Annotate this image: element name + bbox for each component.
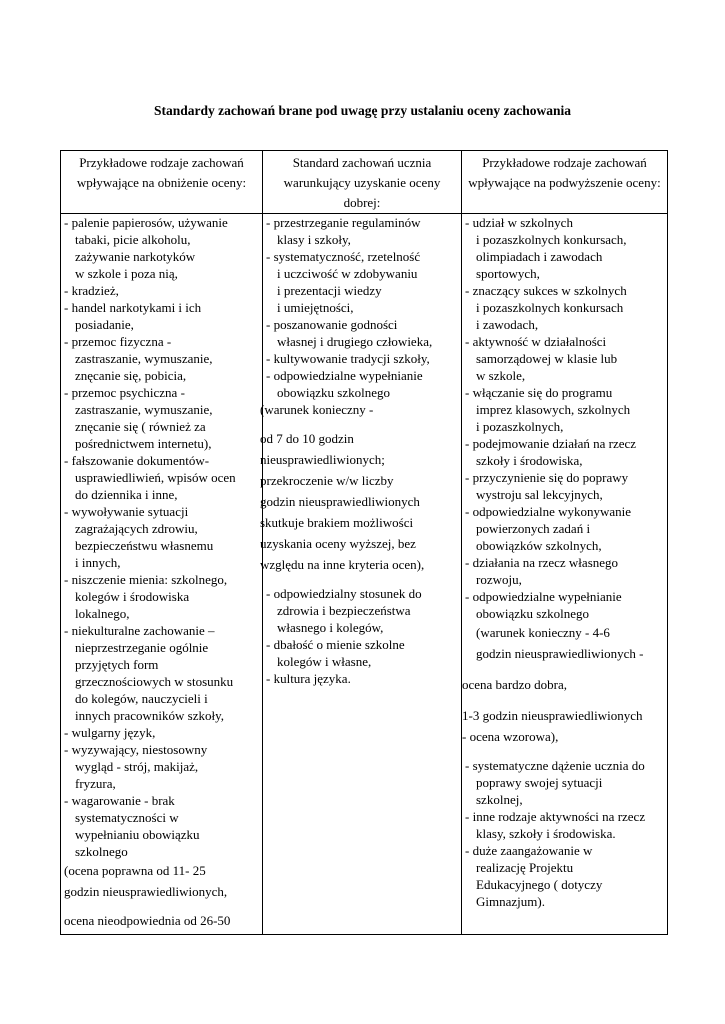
list-item-line: i prezentacji wiedzy <box>277 283 382 298</box>
list-item-line: - działania na rzecz własnego <box>465 555 619 570</box>
para-line: godzin nieusprawiedliwionych <box>260 494 420 509</box>
table-body-row <box>61 214 668 935</box>
list-item-line: posiadanie, <box>75 317 134 332</box>
list-item <box>465 384 665 435</box>
list-item-line: klasy, szkoły i środowiska. <box>476 826 616 841</box>
list-item-line: - przemoc fizyczna - <box>64 334 172 349</box>
list-item-line: fryzura, <box>75 776 116 791</box>
list-item-line: bezpieczeństwu własnemu <box>75 538 214 553</box>
list-item <box>266 248 459 316</box>
list-item-line: realizację Projektu <box>476 860 574 875</box>
list-item-line: znęcanie się ( również za <box>75 419 206 434</box>
list-item <box>266 316 459 350</box>
grade-exemplary-hours: 1-3 godzin nieusprawiedliwionych <box>462 708 643 723</box>
list-item-line: w szkole, <box>476 368 526 383</box>
list-item-line: - wulgarny język, <box>64 725 156 740</box>
list-item-line: znęcanie się, pobicia, <box>75 368 187 383</box>
list-item-line: systematyczności w <box>75 810 179 825</box>
para-line: przekroczenie w/w liczby <box>260 473 394 488</box>
list-item <box>465 469 665 503</box>
list-item-line: powierzonych zadań i <box>476 521 591 536</box>
table-header-row <box>61 151 668 214</box>
list-item-line: do kolegów, nauczycieli i <box>75 691 208 706</box>
list-item-line: szkoły i środowiska, <box>476 453 583 468</box>
note-line: (ocena poprawna od 11- 25 <box>64 863 206 878</box>
list-item <box>465 588 665 622</box>
list-item <box>465 282 665 333</box>
list-item <box>64 384 260 452</box>
cell-raising <box>462 214 668 935</box>
list-item <box>465 333 665 384</box>
list-item-line: wygląd - strój, makijaż, <box>75 759 199 774</box>
list-item-line: - systematyczność, rzetelność <box>266 249 421 264</box>
list-item-line: - odpowiedzialne wypełnianie <box>266 368 423 383</box>
list-item-line: tabaki, picie alkoholu, <box>75 232 191 247</box>
list-item-line: - poszanowanie godności <box>266 317 398 332</box>
list-item-line: i uczciwość w zdobywaniu <box>277 266 418 281</box>
condition-label: (warunek konieczny - 4-6 <box>476 625 610 640</box>
lowering-list <box>64 214 260 860</box>
list-item-line: - niekulturalne zachowanie – <box>64 623 215 638</box>
list-item-line: i zawodach, <box>476 317 539 332</box>
list-item-line: - systematyczne dążenie ucznia do <box>465 758 645 773</box>
list-item <box>64 622 260 724</box>
list-item-line: klasy i szkoły, <box>277 232 351 247</box>
list-item-line: sportowych, <box>476 266 540 281</box>
list-item-line: - aktywność w działalności <box>465 334 607 349</box>
list-item-line: własnego i kolegów, <box>277 620 384 635</box>
list-item-line: wystroju sal lekcyjnych, <box>476 487 603 502</box>
condition-hours: godzin nieusprawiedliwionych - <box>476 646 644 661</box>
list-item-line: Gimnazjum). <box>476 894 545 909</box>
list-item-line: kolegów i własne, <box>277 654 372 669</box>
list-item-line: i pozaszkolnych konkursach, <box>476 232 627 247</box>
list-item <box>465 554 665 588</box>
list-item-line: - kultywowanie tradycji szkoły, <box>266 351 430 366</box>
list-item-line: w szkole i poza nią, <box>75 266 178 281</box>
list-item-line: i pozaszkolnych, <box>476 419 564 434</box>
list-item-line: usprawiedliwień, wpisów ocen <box>75 470 236 485</box>
list-item-line: nieprzestrzeganie ogólnie <box>75 640 209 655</box>
list-item <box>64 299 260 333</box>
list-item-line: - udział w szkolnych <box>465 215 573 230</box>
list-item-line: - niszczenie mienia: szkolnego, <box>64 572 228 587</box>
list-item-line: - palenie papierosów, używanie <box>64 215 228 230</box>
list-item-line: lokalnego, <box>75 606 130 621</box>
list-item-line: - kradzież, <box>64 283 119 298</box>
list-item-line: obowiązków szkolnych, <box>476 538 602 553</box>
list-item <box>64 333 260 384</box>
list-item-line: imprez klasowych, szkolnych <box>476 402 631 417</box>
list-item-line: rozwoju, <box>476 572 522 587</box>
list-item <box>266 636 459 670</box>
list-item-line: - inne rodzaje aktywności na rzecz <box>465 809 646 824</box>
list-item <box>64 452 260 503</box>
list-item-line: - odpowiedzialny stosunek do <box>266 586 422 601</box>
list-item-line: zastraszanie, wymuszanie, <box>75 351 213 366</box>
grade-very-good: ocena bardzo dobra, <box>462 677 568 692</box>
header-standard: Standard zachowań ucznia warunkujący uzyskanie oceny dobrej: <box>263 151 462 214</box>
header-raising: Przykładowe rodzaje zachowań wpływające na podwyższenie oceny: <box>462 151 668 214</box>
list-item-line: - podejmowanie działań na rzecz <box>465 436 637 451</box>
list-item <box>266 350 459 367</box>
list-item <box>64 741 260 792</box>
standard-list-a <box>266 214 459 401</box>
raising-list-a <box>465 214 665 622</box>
standard-list-b <box>266 585 459 687</box>
list-item-line: obowiązku szkolnego <box>476 606 590 621</box>
list-item <box>64 503 260 571</box>
list-item-line: szkolnej, <box>476 792 523 807</box>
para-line: od 7 do 10 godzin <box>260 431 354 446</box>
list-item-line: - odpowiedzialne wykonywanie <box>465 504 632 519</box>
list-item-line: zażywanie narkotyków <box>75 249 196 264</box>
list-item <box>64 724 260 741</box>
list-item-line: i umiejętności, <box>277 300 354 315</box>
list-item <box>465 503 665 554</box>
list-item-line: - duże zaangażowanie w <box>465 843 593 858</box>
list-item-line: grzecznościowych w stosunku <box>75 674 234 689</box>
note-grade-inappropriate: ocena nieodpowiednia od 26-50 <box>64 913 231 928</box>
list-item <box>465 757 665 808</box>
cell-lowering <box>61 214 263 935</box>
list-item-line: i innych, <box>75 555 121 570</box>
list-item-line: - przestrzeganie regulaminów <box>266 215 421 230</box>
list-item-line: - fałszowanie dokumentów- <box>64 453 210 468</box>
list-item-line: samorządowej w klasie lub <box>476 351 618 366</box>
list-item <box>266 214 459 248</box>
para-line: uzyskania oceny wyższej, bez <box>260 536 416 551</box>
list-item-line: i pozaszkolnych konkursach <box>476 300 624 315</box>
list-item-line: zagrażających zdrowiu, <box>75 521 198 536</box>
list-item-line: Edukacyjnego ( dotyczy <box>476 877 603 892</box>
list-item-line: - włączanie się do programu <box>465 385 613 400</box>
list-item <box>266 585 459 636</box>
header-lowering: Przykładowe rodzaje zachowań wpływające na obniżenie oceny: <box>61 151 263 214</box>
list-item <box>465 842 665 910</box>
list-item-line: własnej i drugiego człowieka, <box>277 334 433 349</box>
list-item <box>465 435 665 469</box>
list-item <box>266 367 459 401</box>
list-item-line: - wywoływanie sytuacji <box>64 504 189 519</box>
list-item-line: poprawy swojej sytuacji <box>476 775 603 790</box>
para-line: względu na inne kryteria ocen), <box>260 557 425 572</box>
note-grade-acceptable <box>64 860 260 902</box>
list-item-line: - kultura języka. <box>266 671 351 686</box>
raising-list-b <box>465 757 665 910</box>
para-line: skutkuje brakiem możliwości <box>260 515 414 530</box>
standards-table <box>60 150 668 935</box>
list-item <box>64 792 260 860</box>
list-item-line: - wyzywający, niestosowny <box>64 742 208 757</box>
list-item-line: kolegów i środowiska <box>75 589 190 604</box>
list-item <box>465 808 665 842</box>
list-item-line: obowiązku szkolnego <box>277 385 391 400</box>
list-item <box>64 214 260 282</box>
list-item-line: - odpowiedzialne wypełnianie <box>465 589 622 604</box>
note-line: godzin nieusprawiedliwionych, <box>64 884 228 899</box>
list-item-line: - przyczynienie się do poprawy <box>465 470 629 485</box>
list-item-line: zdrowia i bezpieczeństwa <box>277 603 411 618</box>
page-title: Standardy zachowań brane pod uwagę przy ustalaniu oceny zachowania <box>153 103 572 118</box>
list-item-line: do dziennika i inne, <box>75 487 178 502</box>
list-item-line: olimpiadach i zawodach <box>476 249 603 264</box>
list-item-line: wypełnianiu obowiązku <box>75 827 200 842</box>
list-item-line: zastraszanie, wymuszanie, <box>75 402 213 417</box>
list-item-line: - dbałość o mienie szkolne <box>266 637 405 652</box>
list-item <box>266 670 459 687</box>
list-item-line: szkolnego <box>75 844 128 859</box>
list-item <box>465 214 665 282</box>
para-line: nieusprawiedliwionych; <box>260 452 385 467</box>
list-item <box>64 571 260 622</box>
list-item-line: przyjętych form <box>75 657 159 672</box>
cell-standard <box>260 214 462 935</box>
list-item-line: - znaczący sukces w szkolnych <box>465 283 627 298</box>
condition-label: (warunek konieczny - <box>260 402 374 417</box>
hours-paragraph <box>260 428 459 575</box>
list-item <box>64 282 260 299</box>
list-item-line: - wagarowanie - brak <box>64 793 175 808</box>
list-item-line: innych pracowników szkoły, <box>75 708 224 723</box>
grade-exemplary: - ocena wzorowa), <box>462 729 559 744</box>
list-item-line: pośrednictwem internetu), <box>75 436 212 451</box>
list-item-line: - handel narkotykami i ich <box>64 300 202 315</box>
list-item-line: - przemoc psychiczna - <box>64 385 185 400</box>
